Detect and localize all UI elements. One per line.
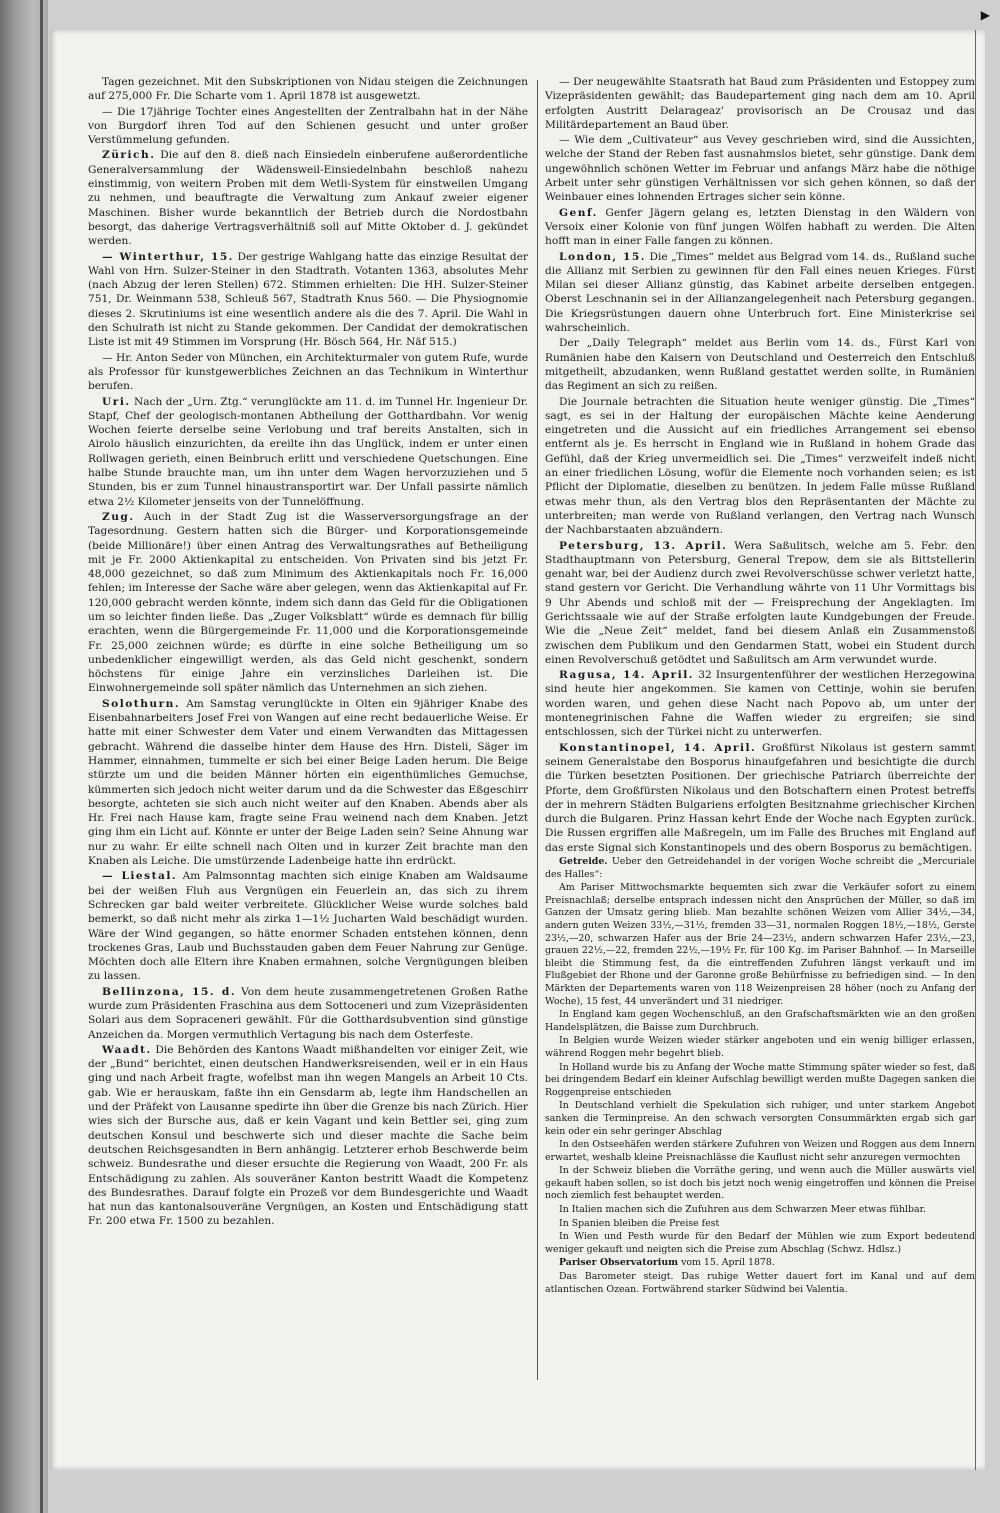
report-heading: Getreide. bbox=[559, 856, 608, 868]
report-paragraph bbox=[545, 1257, 975, 1270]
report-paragraph bbox=[545, 1271, 975, 1296]
grain-report bbox=[545, 856, 975, 1256]
article-heading: London, 15. bbox=[559, 250, 646, 263]
report-paragraph bbox=[545, 1062, 975, 1100]
article bbox=[88, 1043, 528, 1229]
article-text: Wera Saßulitsch, welche am 5. Febr. den Stadthauptmann von Petersburg, General Trepow, dem sie als Bittstellerin genaht war, bei der Audienz durch zwei Revolverschüsse schwer verletzt hatte, stand gestern vor Gericht. Die Verhandlung währte von 11 Uhr Vormittags bis 9 Uhr Abends und schloß mit der — Freisprechung der Angeklagten. Im Gerichtssaale wie auf der Straße erfolgten laute Kundgebungen der Freude. Wie die „Neue Zeit“ meldet, fand bei diesem Anlaß ein Zusammenstoß zwischen dem Publikum und den Gendarmen Statt, wobei ein Student durch einen Revolverschuß getödtet und Saßulitsch am Arm verwundet wurde. bbox=[545, 539, 975, 666]
article bbox=[545, 75, 975, 132]
report-paragraph bbox=[545, 882, 975, 1008]
article bbox=[545, 336, 975, 393]
report-paragraph bbox=[545, 1139, 975, 1164]
observatory-report bbox=[545, 1257, 975, 1296]
article-text: Der „Daily Telegraph“ meldet aus Berlin vom 14. ds., Fürst Karl von Rumänien habe den Kaisern von Deutschland und Oesterreich den Entschluß mitgetheilt, abzudanken, wenn Rußland gestattet werden sollte, in Rumänien das Regiment an sich zu reißen. bbox=[545, 337, 975, 393]
article-heading: — Liestal. bbox=[102, 870, 178, 883]
article bbox=[88, 250, 528, 350]
report-paragraph bbox=[545, 1100, 975, 1138]
article bbox=[545, 395, 975, 538]
report-text: Ueber den Getreidehandel in der vorigen Woche schreibt die „Mercuriale des Halles“: bbox=[545, 856, 975, 880]
report-text: In Spanien bleiben die Preise fest bbox=[559, 1217, 720, 1229]
right-column bbox=[545, 75, 975, 1297]
report-paragraph bbox=[545, 856, 975, 881]
article bbox=[545, 206, 975, 249]
report-text: In England kam gegen Wochenschluß, an den Grafschaftsmärkten wie an den großen Handelsplätzen, die Baisse zum Durchbruch. bbox=[545, 1009, 975, 1033]
article-text: Der gestrige Wahlgang hatte das einzige Resultat der Wahl von Hrn. Sulzer-Steiner in den Stadtrath. Votanten 1363, absolutes Mehr (nach Abzug der leren Stellen) 672. Stimmen erhielten: Die HH. Sulzer-Steiner 751, Dr. Weinmann 538, Schleuß 567, Stadtrath Knus 560. — Die Physiognomie dieses 2. Skrutiniums ist eine wesentlich andere als die des 7. April. Die Wahl in den Schulrath ist nicht zu Stande gekommen. Der Candidat der demokratischen Liste ist mit 49 Stimmen im Vorsprung (Hr. Bösch 564, Hr. Näf 515.) bbox=[88, 250, 528, 349]
report-text: In Wien und Pesth wurde für den Bedarf der Mühlen wie zum Export bedeutend weniger gekauft und neigten sich die Preise zum Abschlag (Schwz. Hdlsz.) bbox=[545, 1231, 975, 1255]
article-heading: Bellinzona, 15. d. bbox=[102, 985, 237, 998]
article-text: Die Journale betrachten die Situation heute weniger günstig. Die „Times“ sagt, es sei in der Haltung der europäischen Mächte keine Aenderung eingetreten und die Aussicht auf ein friedliches Arrangement sei ebenso entfernt als je. Es herrscht in England wie in Rußland in hohem Grade das Gefühl, daß der Krieg unvermeidlich sei. Die „Times“ verzweifelt indeß nicht an einer friedlichen Lösung, wofür die Elemente noch vorhanden seien; es ist Pflicht der Diplomatie, dieselben zu benützen. In jedem Falle müsse Rußland etwas mehr thun, als den Vertrag blos den Repräsentanten der Mächte zu unterbreiten; man werde von Rußland verlangen, den Vertrag nach Wunsch der Nachbarstaaten abzuändern. bbox=[545, 395, 975, 537]
report-text: In Deutschland verhielt die Spekulation sich ruhiger, und unter starkem Angebot sanken die Terminpreise. An den schwach versorgten Consummärkten ergab sich gar kein oder ein sehr geringer Abschlag bbox=[545, 1100, 975, 1137]
article-text: — Hr. Anton Seder von München, ein Architekturmaler von gutem Rufe, wurde als Professor für kunstgewerbliches Zeichnen an das Technikum in Winterthur berufen. bbox=[88, 351, 528, 393]
article bbox=[88, 351, 528, 394]
article-text: Tagen gezeichnet. Mit den Subskriptionen von Nidau steigen die Zeichnungen auf 275,000 Fr. Die Scharte vom 1. April 1878 ist ausgewetzt. bbox=[88, 76, 528, 103]
article-text: Großfürst Nikolaus ist gestern sammt seinem Generalstabe den Bosporus hinaufgefahren und besichtigte die durch die Türken besetzten Positionen. Der griechische Patriarch überreichte der Pforte, dem Großfürsten Nikolaus und den Botschaftern einen Protest betreffs der in mehrern Städten Bulgariens erfolgten Besitznahme griechischer Kirchen durch die Bulgaren. Prinz Hassan kehrt Ende der Woche nach Egypten zurück. Die Russen ergriffen alle Maßregeln, um im Falle des Bruches mit England auf das erste Signal sich Konstantinopels und des obern Bosporus zu bemächtigen. bbox=[545, 741, 975, 854]
report-paragraph bbox=[545, 1231, 975, 1256]
article bbox=[88, 510, 528, 696]
article-text: Genfer Jägern gelang es, letzten Dienstag in den Wäldern von Versoix einer Kolonie von fünf jungen Wölfen habhaft zu werden. Die Alten hofft man in einer Falle fangen zu können. bbox=[545, 206, 975, 248]
article-text: Die Behörden des Kantons Waadt mißhandelten vor einiger Zeit, wie der „Bund“ berichtet, einen deutschen Handwerksreisenden, weil er in ein Haus ging und nach Arbeit fragte, wofelbst man ihn wegen Mangels an Arbeit 10 Cts. gab. Wie er herauskam, faßte ihn ein Gensdarm ab, legte ihm Handschellen an und der Präfekt von Lausanne spedirte ihn über die Grenze bis nach Zürich. Hier wies sich der Bursche aus, daß er kein Vagant und kein Bettler sei, ging zum deutschen Konsul und beschwerte sich und dieser machte die Sache beim deutschen Reichsgesandten in Bern anhängig. Letzterer erhob Beschwerde beim schweiz. Bundesrathe und dieser ersuchte die Regierung von Waadt, 200 Fr. als Entschädigung zu zahlen. Als souveräner Kanton bestritt Waadt die Kompetenz des Bundesrathes. Darauf folgte ein Prozeß vor dem Bundesgerichte und Waadt hat nun das kantonalsouveräne Vergnügen, an Kosten und Entschädigung statt Fr. 200 etwa Fr. 1500 zu bezahlen. bbox=[88, 1043, 528, 1228]
article bbox=[545, 133, 975, 204]
report-text: Das Barometer steigt. Das ruhige Wetter dauert fort im Kanal und auf dem atlantischen Ozean. Fortwährend starker Südwind bei Valentia. bbox=[545, 1271, 975, 1295]
article-text: Auch in der Stadt Zug ist die Wasserversorgungsfrage an der Tagesordnung. Gestern hatten sich die Bürger- und Korporationsgemeinde (beide Millionäre!) über einen Antrag des Verwaltungsrathes auf Betheiligung mit je Fr. 2000 Aktienkapital zu entscheiden. Von Privaten sind bis jetzt Fr. 48,000 gezeichnet, so daß zum Minimum des Aktienkapitals noch Fr. 16,000 fehlen; im Interesse der Sache wäre aber gelegen, wenn das Aktienkapital auf Fr. 120,000 gebracht werden könnte, indem sich dann das Geld für die Obligationen um so leichter finden ließe. Das „Zuger Volksblatt“ würde es demnach für billig erachten, wenn die Bürgergemeinde Fr. 11,000 und die Korporationsgemeinde Fr. 25,000 zeichnen würde; es dürfte in eine solche Betheiligung um so unbedenklicher eingewilligt werden, als das Geld nicht geschenkt, sondern höchstens für einige Jahre ein verzinsliches Darleihen ist. Die Einwohnergemeinde soll später nämlich das Unternehmen an sich ziehen. bbox=[88, 510, 529, 695]
article-heading: Ragusa, 14. April. bbox=[559, 669, 694, 682]
report-paragraph bbox=[545, 1009, 975, 1034]
article bbox=[545, 741, 975, 855]
article-heading: Waadt. bbox=[102, 1043, 152, 1056]
article-text: — Der neugewählte Staatsrath hat Baud zum Präsidenten und Estoppey zum Vizepräsidenten gewählt; das Baudepartement ging nach dem am 10. April erfolgten Austritt Delarageaz’ provisorisch an De Crousaz und das Militärdepartement an Baud über. bbox=[545, 76, 975, 131]
article-heading: — Winterthur, 15. bbox=[102, 250, 234, 263]
article-heading: Genf. bbox=[559, 206, 598, 219]
article-text: — Wie dem „Cultivateur“ aus Vevey geschrieben wird, sind die Aussichten, welche der Stand der Reben fast ausnahmslos bietet, sehr günstige. Dank dem ungewöhnlich schönen Wetter im Februar und anfangs März habe die nöthige Arbeit unter sehr günstigen Verhältnissen vor sich gehen können, so daß der Weinbauer eines lohnenden Ertrages sicher sein könne. bbox=[545, 134, 975, 204]
report-heading: Pariser Observatorium bbox=[559, 1257, 679, 1269]
report-text: In Italien machen sich die Zufuhren aus dem Schwarzen Meer etwas fühlbar. bbox=[559, 1204, 927, 1216]
article-text: Nach der „Urn. Ztg.“ verunglückte am 11. d. im Tunnel Hr. Ingenieur Dr. Stapf, Chef der geologisch-montanen Abtheilung der Gotthardbahn. Vor wenig Wochen feierte derselbe seine Verlobung und traf bereits Anstalten, sich in Airolo häuslich einzurichten, da ereilte ihn das Unglück, indem er unter einen Rollwagen gerieth, einen Beinbruch erlitt und verschiedene Quetschungen. Eine halbe Stunde brauchte man, um ihn unter dem Wagen hervorzuziehen und 5 Stunden, bis er zum Tunnel hinaustransportirt war. Der Unfall passirte nämlich etwa 2½ Kilometer jenseits von der Tunnelöffnung. bbox=[88, 395, 528, 508]
report-text: Am Pariser Mittwochsmarkte bequemten sich zwar die Verkäufer sofort zu einem Preisnachlaß; derselbe entsprach indessen nicht den Ansprüchen der Müller, so daß im Ganzen der Umsatz gering blieb. Man bezahlte schönen Weizen vom Allier 34½,—34, andern guten Weizen 33½,—31½, fremden 33—31, normalen Roggen 18½,—18½, Gerste 23½,—20, schwarzen Hafer aus der Brie 24—23½, andern schwarzen Hafer 23½,—23, grauen 22½,—22, fremden 22½,—19½ Fr. für 100 Kg. im Pariser Bahnhof. — In Marseille bleibt die Stimmung fest, da die eintreffenden Zufuhren längst verkauft und im Flußgebiet der Rhone und der Garonne große Behürfnisse zu befriedigen sind. — In den Märkten der Departements waren von 118 Weizenpreisen 28 höher (noch zu Anfang der Woche), 15 fest, 44 unverändert und 31 niedriger. bbox=[545, 882, 975, 1007]
report-text: In der Schweiz blieben die Vorräthe gering, und wenn auch die Müller auswärts viel gekauft haben sollen, so ist doch bis jetzt noch wenig eingetroffen und können die Preise noch ziemlich fest behauptet werden. bbox=[545, 1165, 975, 1202]
corner-marker: ▶ bbox=[980, 8, 990, 22]
report-text: In Belgien wurde Weizen wieder stärker angeboten und ein wenig billiger erlassen, während Roggen mehr begehrt blieb. bbox=[545, 1035, 975, 1059]
article bbox=[88, 395, 528, 509]
article bbox=[88, 148, 528, 248]
column-rule bbox=[537, 80, 538, 1380]
article-heading: Petersburg, 13. April. bbox=[559, 539, 728, 552]
article-text: Die auf den 8. dieß nach Einsiedeln einberufene außerordentliche Generalversammlung der Wädensweil-Einsiedelnbahn beschloß nahezu einstimmig, von weitern Proben mit dem Wetli-System für einstweilen Umgang zu nehmen, und beauftragte die Verwaltung zum Ankauf zweier eigener Maschinen. Bisher wurde bekanntlich der Betrieb durch die Nordostbahn besorgt, das daherige Vertragsverhältniß soll auf Mitte Oktober d. J. gekündet werden. bbox=[88, 149, 528, 248]
article-text: Am Samstag verunglückte in Olten ein 9jähriger Knabe des Eisenbahnarbeiters Josef Frei von Wangen auf eine recht bedauerliche Weise. Er hatte mit einer Schwester dem Vater und einem Verwandten das Mittagessen gebracht. Während die dasselbe hinter dem Hause des Hrn. Disteli, Säger im Hammer, einnahmen, tummelte er sich bei einer Beige Laden herum. Die Beige stürzte um und die beiden Männer hörten ein eigenthümliches Gemuchse, kümmerten sich jedoch nicht weiter darum und da die Schwester das Eßgeschirr besorgte, achteten sie sich auch nicht weiter auf den Knaben. Abends aber als Hr. Frei nach Hause kam, fragte seine Frau weinend nach dem Knaben. Jetzt ging ihm ein Licht auf. Könnte er unter der Beige Laden sein? Seine Ahnung war nur zu wahr. Er eilte schnell nach Olten und in kurzer Zeit brachte man den Knaben als Leiche. Die umstürzende Ladenbeige hatte ihn erdrückt. bbox=[88, 697, 528, 868]
article-heading: Solothurn. bbox=[102, 697, 181, 710]
left-column bbox=[88, 75, 528, 1230]
report-paragraph bbox=[545, 1035, 975, 1060]
article bbox=[88, 869, 528, 983]
report-paragraph bbox=[545, 1204, 975, 1217]
article-heading: Uri. bbox=[102, 395, 131, 408]
article bbox=[545, 539, 975, 668]
article-text: Die „Times“ meldet aus Belgrad vom 14. ds., Rußland suche die Allianz mit Serbien zu gewinnen für den Fall eines neuen Krieges. Fürst Milan sei dieser Allianz günstig, das Kabinet arbeite derselben entgegen. Oberst Leschnanin sei in der Allianzangelegenheit nach Petersburg gegangen. Die Kriegsrüstungen dauern ohne Unterbruch fort. Eine Ministerkrise sei wahrscheinlich. bbox=[545, 250, 975, 335]
article-text: Von dem heute zusammengetretenen Großen Rathe wurde zum Präsidenten Fraschina aus dem Sottoceneri und zum Vizepräsidenten Solari aus dem Sopraceneri gewählt. Für die Gotthardsubvention sind günstige Anzeichen da. Morgen vermuthlich Vertagung bis nach dem Osterfeste. bbox=[88, 985, 528, 1041]
report-text: vom 15. April 1878. bbox=[681, 1257, 775, 1269]
article-heading: Konstantinopel, 14. April. bbox=[559, 741, 757, 754]
report-paragraph bbox=[545, 1218, 975, 1231]
article bbox=[545, 250, 975, 336]
article-text: Am Palmsonntag machten sich einige Knaben am Waldsaume bei der weißen Fluh aus Vergnügen ein Feuerlein an, das sich zu ihrem Schrecken gar bald weiter verbreitete. Glücklicher Weise wurde solches bald bemerkt, so daß nicht mehr als zirka 1—1½ Jucharten Wald beschädigt wurden. Wäre der Wind gegangen, so hätte enormer Schaden entstehen können, denn trockenes Gras, Laub und Buchsstauden gaben dem Feuer Nahrung zur Genüge. Möchten doch alle Eltern ihre Knaben ermahnen, solche Vergnügungen bleiben zu lassen. bbox=[88, 870, 528, 983]
report-text: In den Ostseehäfen werden stärkere Zufuhren von Weizen und Roggen aus dem Innern erwartet, weshalb kleine Preisnachlässe die Kauflust nicht sehr anzuregen vermochten bbox=[545, 1139, 975, 1163]
article-heading: Zürich. bbox=[102, 149, 156, 162]
article bbox=[545, 668, 975, 739]
article bbox=[88, 985, 528, 1042]
report-text: In Holland wurde bis zu Anfang der Woche matte Stimmung später wieder so fest, daß bei dringendem Bedarf ein kleiner Aufschlag bewilligt werden mußte Dagegen sanken die Roggenpreise entschieden bbox=[545, 1061, 975, 1098]
article bbox=[88, 697, 528, 869]
report-paragraph bbox=[545, 1165, 975, 1203]
article bbox=[88, 75, 528, 104]
article bbox=[88, 105, 528, 148]
page-edge-rule bbox=[975, 30, 976, 1470]
article-text: — Die 17jährige Tochter eines Angestellten der Zentralbahn hat in der Nähe von Burgdorf ihren Tod auf den Schienen gesucht und unter großer Verstümmelung gefunden. bbox=[88, 105, 528, 147]
article-text: 32 Insurgentenführer der westlichen Herzegowina sind heute hier angekommen. Sie kamen von Cettinje, wohin sie berufen worden waren, und gehen diese Nacht nach Popovo ab, um unter der montenegrinischen Fahne die Waffen wieder zu ergreifen; sie sind entschlossen, sich der Türkei nicht zu unterwerfen. bbox=[545, 669, 975, 739]
article-heading: Zug. bbox=[102, 510, 135, 523]
binding-edge bbox=[40, 0, 43, 1513]
